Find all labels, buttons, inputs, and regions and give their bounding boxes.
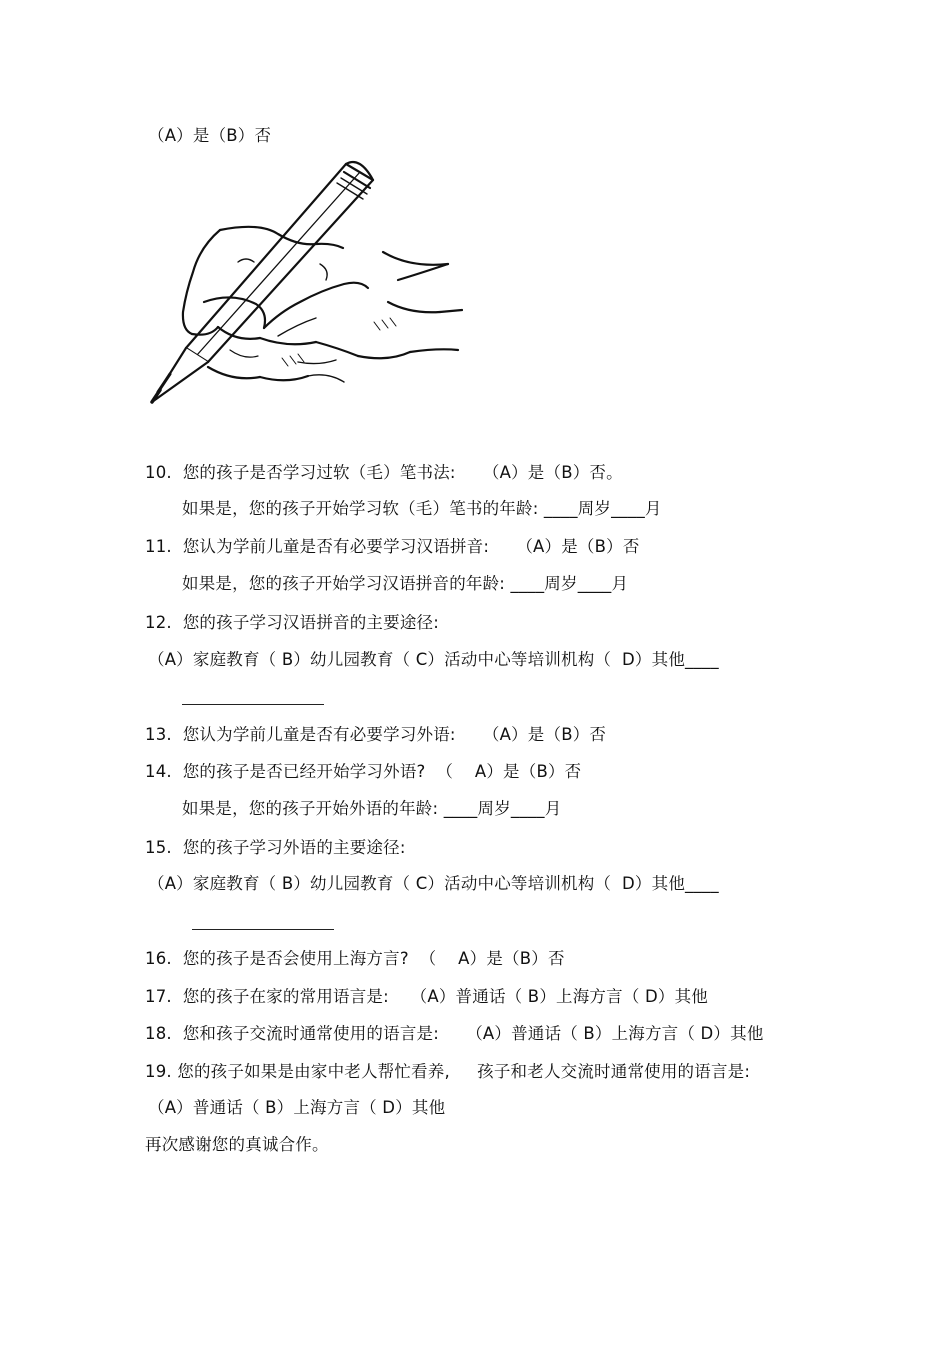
question-14: 14. 您的孩子是否已经开始学习外语? （ A）是（B）否: [145, 762, 582, 781]
question-11: 11. 您认为学前儿童是否有必要学习汉语拼音: （A）是（B）否: [145, 537, 640, 556]
question-15: 15. 您的孩子学习外语的主要途径:: [145, 838, 406, 857]
question-12-options: （A）家庭教育（ B）幼儿园教育（ C）活动中心等培训机构（ D）其他____: [148, 650, 719, 669]
answer-blank-line: [182, 704, 324, 705]
hand-holding-pencil-icon: [148, 152, 463, 410]
question-14-followup: 如果是，您的孩子开始外语的年龄: ____周岁____月: [182, 799, 562, 818]
prev-question-options: （A）是（B）否: [148, 126, 272, 145]
question-16: 16. 您的孩子是否会使用上海方言? （ A）是（B）否: [145, 949, 565, 968]
question-17: 17. 您的孩子在家的常用语言是: （A）普通话（ B）上海方言（ D）其他: [145, 987, 708, 1006]
question-12: 12. 您的孩子学习汉语拼音的主要途径:: [145, 613, 439, 632]
question-13: 13. 您认为学前儿童是否有必要学习外语: （A）是（B）否: [145, 725, 607, 744]
question-11-followup: 如果是，您的孩子开始学习汉语拼音的年龄: ____周岁____月: [182, 574, 629, 593]
question-19: 19. 您的孩子如果是由家中老人帮忙看养, 孩子和老人交流时通常使用的语言是:: [145, 1062, 751, 1081]
closing-thanks: 再次感谢您的真诚合作。: [145, 1135, 329, 1154]
answer-blank-line: [192, 929, 334, 930]
question-15-options: （A）家庭教育（ B）幼儿园教育（ C）活动中心等培训机构（ D）其他____: [148, 874, 719, 893]
question-19-options: （A）普通话（ B）上海方言（ D）其他: [148, 1098, 446, 1117]
question-18: 18. 您和孩子交流时通常使用的语言是: （A）普通话（ B）上海方言（ D）其他: [145, 1024, 764, 1043]
question-10-followup: 如果是，您的孩子开始学习软（毛）笔书的年龄: ____周岁____月: [182, 499, 662, 518]
question-10: 10. 您的孩子是否学习过软（毛）笔书法: （A）是（B）否。: [145, 463, 623, 482]
